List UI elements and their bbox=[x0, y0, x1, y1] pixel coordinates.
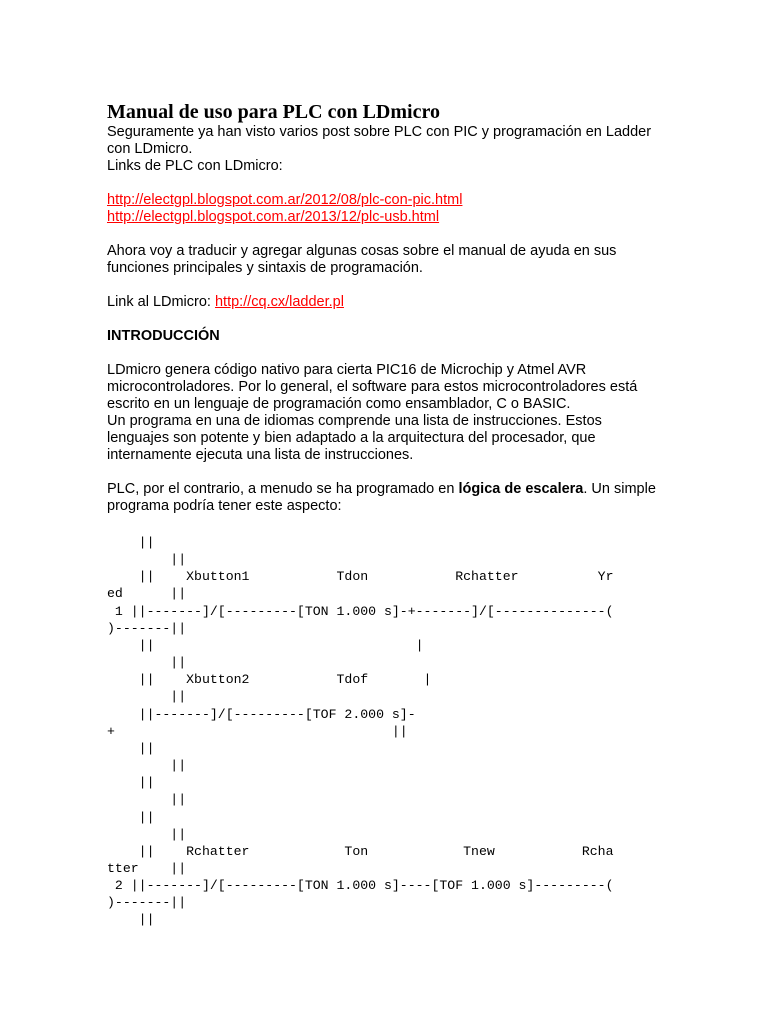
ladder-code-line: ed || bbox=[107, 586, 187, 602]
ladder-code-line: || bbox=[107, 535, 155, 550]
paragraph-line: lenguajes son potente y bien adaptado a la arquitectura del procesador, que bbox=[107, 430, 596, 446]
ladder-code-line: || bbox=[107, 912, 155, 928]
ladder-code-line: tter || bbox=[107, 860, 187, 876]
paragraph-line: microcontroladores. Por lo general, el software para estos microcontroladores está bbox=[107, 379, 638, 395]
translate-line-1: Ahora voy a traducir y agregar algunas cosas sobre el manual de ayuda en sus bbox=[107, 243, 617, 259]
plc-paragraph-line-2: programa podría tener este aspecto: bbox=[107, 498, 342, 514]
ldmicro-label: Link al LDmicro: bbox=[107, 294, 215, 310]
ladder-code-line: 2 ||-------]/[---------[TON 1.000 s]----[TOF 1.000 s]---------( bbox=[107, 878, 614, 894]
ladder-code-line: || bbox=[107, 792, 187, 808]
ladder-code-line: || Xbutton1 Tdon Rchatter Yr bbox=[107, 569, 614, 585]
link-2-line bbox=[107, 209, 667, 226]
ladder-code-line: || bbox=[107, 826, 187, 842]
ladder-code-line: || bbox=[107, 758, 187, 774]
paragraph-line: internamente ejecuta una lista de instrucciones. bbox=[107, 447, 414, 463]
plc-paragraph-line-1 bbox=[107, 481, 667, 498]
paragraph-line: Un programa en una de idiomas comprende una lista de instrucciones. Estos bbox=[107, 413, 602, 429]
spacer bbox=[107, 277, 667, 294]
section-heading: INTRODUCCIÓN bbox=[107, 328, 220, 344]
link-1-line bbox=[107, 192, 667, 209]
ladder-code-line: || Xbutton2 Tdof | bbox=[107, 672, 432, 688]
document-title: Manual de uso para PLC con LDmicro bbox=[107, 101, 440, 123]
ladder-code-line: || bbox=[107, 740, 155, 756]
intro-line-2: con LDmicro. bbox=[107, 141, 193, 157]
plc-text-post: . Un simple bbox=[583, 481, 656, 497]
intro-line-1: Seguramente ya han visto varios post sobre PLC con PIC y programación en Ladder bbox=[107, 124, 652, 140]
ladder-code-line: 1 ||-------]/[---------[TON 1.000 s]-+-------]/[--------------( bbox=[107, 603, 614, 619]
spacer bbox=[107, 464, 667, 481]
ladder-code-line: || Rchatter Ton Tnew Rcha bbox=[107, 843, 614, 859]
paragraph-line: LDmicro genera código nativo para cierta PIC16 de Microchip y Atmel AVR bbox=[107, 362, 587, 378]
links-label: Links de PLC con LDmicro: bbox=[107, 158, 283, 174]
ldmicro-link-line bbox=[107, 294, 667, 311]
intro-paragraph bbox=[107, 362, 667, 464]
link-ldmicro[interactable]: http://cq.cx/ladder.pl bbox=[214, 294, 344, 310]
paragraph-line: escrito en un lenguaje de programación como ensamblador, C o BASIC. bbox=[107, 396, 571, 412]
ladder-code-line: )-------|| bbox=[107, 620, 187, 636]
link-plc-con-pic[interactable]: http://electgpl.blogspot.com.ar/2012/08/plc-con-pic.html bbox=[107, 192, 463, 208]
spacer bbox=[107, 175, 667, 192]
document-page bbox=[107, 100, 667, 515]
spacer bbox=[107, 345, 667, 362]
ladder-code-line: || bbox=[107, 809, 155, 825]
plc-text-pre: PLC, por el contrario, a menudo se ha programado en bbox=[107, 481, 459, 497]
ladder-code-line: + || bbox=[107, 723, 408, 739]
translate-line-2: funciones principales y sintaxis de programación. bbox=[107, 260, 423, 276]
ladder-code-line: )-------|| bbox=[107, 895, 187, 911]
ladder-code-line: || bbox=[107, 655, 187, 671]
ladder-logic-term: lógica de escalera bbox=[458, 481, 584, 497]
ladder-code-line: || | bbox=[107, 637, 424, 653]
ladder-code-line: || bbox=[107, 689, 187, 705]
spacer bbox=[107, 311, 667, 328]
ladder-code-block bbox=[107, 534, 667, 929]
ladder-code-line: || bbox=[107, 775, 155, 791]
spacer bbox=[107, 226, 667, 243]
ladder-code-line: || bbox=[107, 552, 187, 568]
link-plc-usb[interactable]: http://electgpl.blogspot.com.ar/2013/12/plc-usb.html bbox=[107, 209, 440, 225]
ladder-code-line: ||-------]/[---------[TOF 2.000 s]- bbox=[107, 706, 416, 722]
